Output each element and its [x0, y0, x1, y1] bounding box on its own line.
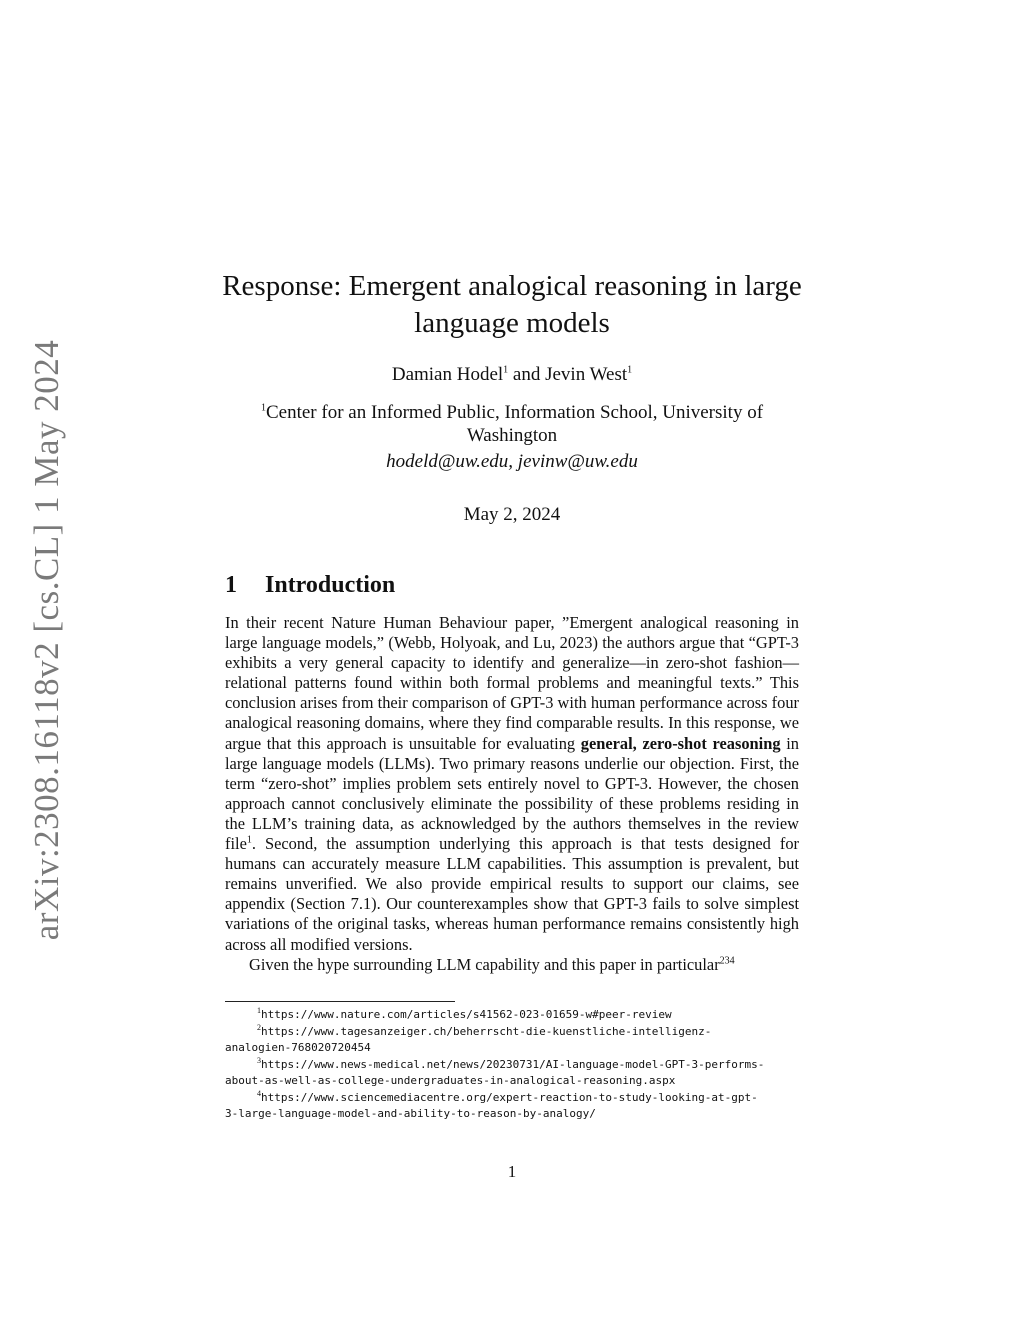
arxiv-identifier: arXiv:2308.16118v2 [cs.CL] 1 May 2024 [27, 339, 66, 941]
footnote-link-1[interactable]: https://www.nature.com/articles/s41562-023-01659-w#peer-review [261, 1008, 672, 1021]
author-emails: hodeld@uw.edu, jevinw@uw.edu [386, 451, 638, 472]
author-name-1: Damian Hodel [391, 364, 504, 385]
section-number: 1 [225, 572, 237, 598]
footnote-references-2-3-4[interactable]: 234 [719, 955, 735, 967]
footnote-link-2[interactable]: https://www.tagesanzeiger.ch/beherrscht-die-kuenstliche-intelligenz- [261, 1024, 712, 1038]
paper-title [215, 268, 809, 342]
footnote-divider [225, 1001, 455, 1002]
footnote-reference-1[interactable]: 1 [246, 834, 252, 846]
publication-date: May 2, 2024 [463, 504, 561, 525]
footnote-3 [225, 1057, 805, 1090]
author-affiliation [215, 401, 809, 447]
author-affiliation-mark-1: 1 [503, 364, 509, 376]
author-list [215, 362, 809, 388]
author-affiliation-mark-2: 1 [627, 364, 633, 376]
footnotes [225, 1007, 805, 1123]
footnote-link-4-continued[interactable]: 3-large-language-model-and-ability-to-reason-by-analogy/ [225, 1107, 596, 1120]
paragraph-1 [225, 613, 799, 955]
introduction-body [225, 613, 799, 975]
arxiv-identifier-stamp [22, 339, 72, 941]
paragraph-2-text: Given the hype surrounding LLM capability and this paper in particular [249, 954, 720, 974]
affiliation-line-2: Washington [466, 425, 558, 446]
footnote-1 [225, 1007, 805, 1024]
footnote-link-3[interactable]: https://www.news-medical.net/news/20230731/AI-language-model-GPT-3-performs- [261, 1057, 765, 1071]
footnote-number-2: 2 [257, 1022, 261, 1032]
paragraph-1-part-3: . Second, the assumption underlying this approach is that tests designed for humans can accurately measure LLM capabilities. This assumption is prevalent, but remains unverified. We also provide empirical results to support our claims, see appendix (Section 7.1). Our counterexamples show that GPT-3 fails to solve simplest variations of the original tasks, whereas human performance remains consistently high across all modified versions. [225, 834, 799, 954]
author-name-2: Jevin West [545, 364, 628, 385]
paragraph-2 [225, 955, 799, 975]
section-heading-introduction [225, 570, 805, 600]
footnote-link-3-continued[interactable]: about-as-well-as-college-undergraduates-in-analogical-reasoning.aspx [225, 1074, 676, 1087]
footnote-number-3: 3 [257, 1055, 261, 1065]
footnote-number-1: 1 [257, 1006, 261, 1016]
paper-title-line-1: Response: Emergent analogical reasoning in large [222, 270, 802, 302]
paragraph-1-part-1: In their recent Nature Human Behaviour paper, ”Emergent analogical reasoning in large language models,” (Webb, Holyoak, and Lu, 2023) the authors argue that “GPT-3 exhibits a very general capacity to identify and generalize—in zero-shot fashion—relational patterns found within both formal problems and meaningful texts.” This conclusion arises from their comparison of GPT-3 with human performance across four analogical reasoning domains, where they find comparable results. In this response, we argue that this approach is unsuitable for evaluating [225, 613, 799, 753]
paper-title-line-2: language models [414, 307, 610, 339]
section-title: Introduction [265, 572, 396, 598]
affiliation-line-1: Center for an Informed Public, Information School, University of [265, 402, 764, 423]
paragraph-1-part-2: in large language models (LLMs). Two primary reasons underlie our objection. First, the term “zero-shot” implies problem sets entirely novel to GPT-3. However, the chosen approach cannot conclusively eliminate the possibility of these problems residing in the LLM’s training data, as acknowledged by the authors themselves in the review file [225, 733, 800, 854]
footnote-2 [225, 1024, 805, 1057]
footnote-link-2-continued[interactable]: analogien-768020720454 [225, 1041, 371, 1054]
footnote-link-4[interactable]: https://www.sciencemediacentre.org/expert-reaction-to-study-looking-at-gpt- [261, 1090, 758, 1104]
affiliation-number: 1 [260, 402, 266, 414]
footnote-4 [225, 1090, 805, 1123]
paragraph-1-bold-phrase: general, zero-shot reasoning [580, 733, 781, 753]
page-number: 1 [507, 1162, 517, 1181]
author-connector: and [508, 364, 546, 385]
footnote-number-4: 4 [257, 1088, 261, 1098]
